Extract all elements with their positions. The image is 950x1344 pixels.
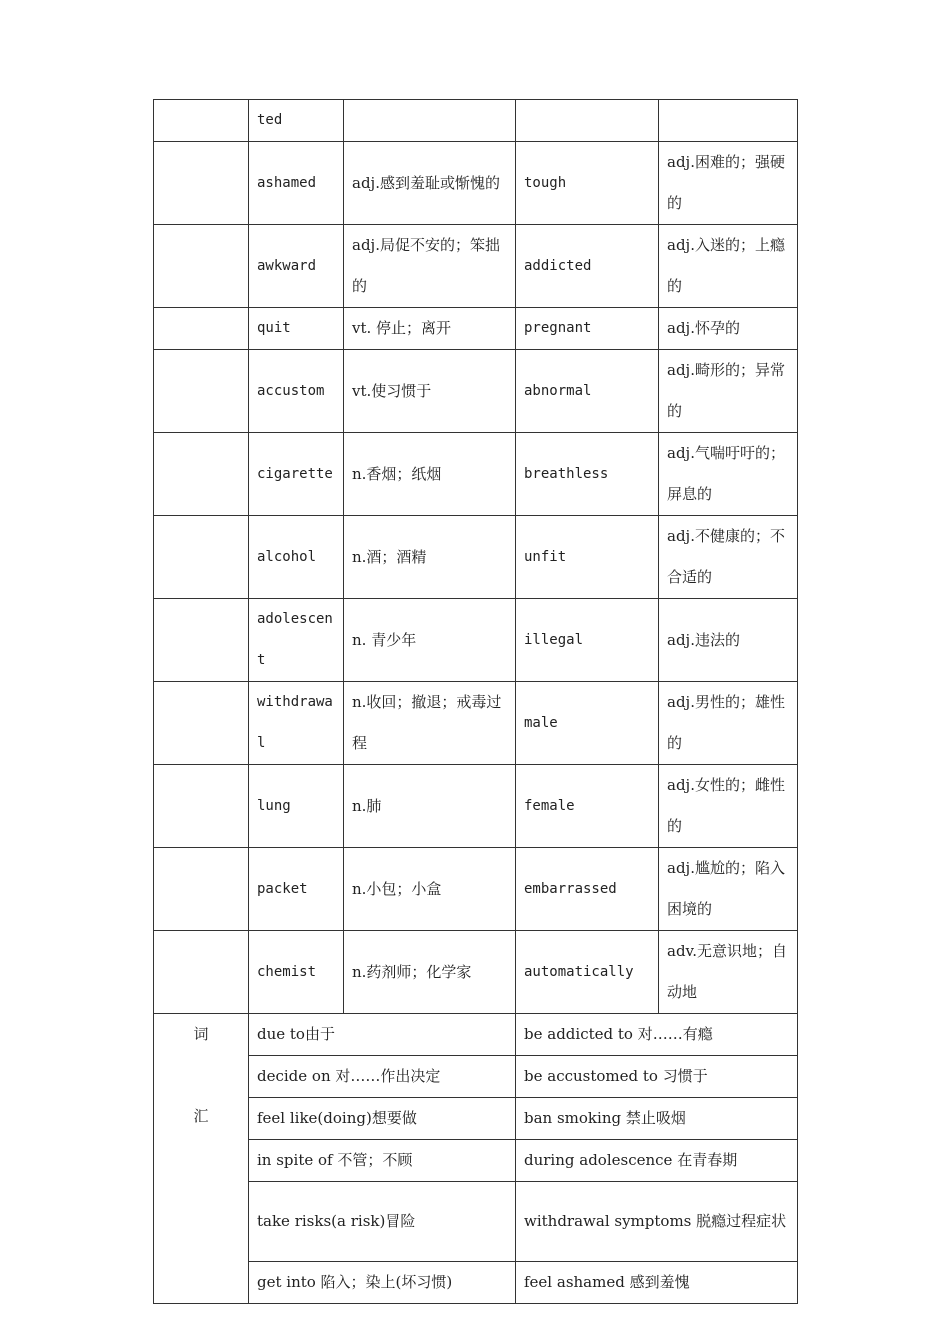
- phrase-row: [154, 1098, 798, 1140]
- word-cell: ashamed: [249, 142, 344, 225]
- meaning-cell: [344, 100, 516, 142]
- word-cell: embarrassed: [516, 848, 659, 931]
- phrase-cell: be accustomed to 习惯于: [516, 1056, 798, 1098]
- meaning-cell: adj.畸形的；异常的: [659, 350, 798, 433]
- table-row: [154, 350, 798, 433]
- category-cell: [154, 100, 249, 142]
- meaning-cell: n.酒；酒精: [344, 516, 516, 599]
- phrase-cell: be addicted to 对……有瘾: [516, 1014, 798, 1056]
- meaning-cell: n.收回；撤退；戒毒过程: [344, 682, 516, 765]
- category-cell: [154, 599, 249, 682]
- word-cell: breathless: [516, 433, 659, 516]
- meaning-cell: adj.局促不安的；笨拙的: [344, 225, 516, 308]
- meaning-cell: n.小包；小盒: [344, 848, 516, 931]
- phrase-cell: get into 陷入；染上(坏习惯): [249, 1262, 516, 1304]
- word-cell: quit: [249, 308, 344, 350]
- meaning-cell: vt.使习惯于: [344, 350, 516, 433]
- table-row: [154, 765, 798, 848]
- word-cell: withdrawal: [249, 682, 344, 765]
- phrase-row: [154, 1056, 798, 1098]
- phrase-row: [154, 1182, 798, 1262]
- word-cell: chemist: [249, 931, 344, 1014]
- phrase-cell: during adolescence 在青春期: [516, 1140, 798, 1182]
- meaning-cell: [659, 100, 798, 142]
- meaning-cell: n.香烟；纸烟: [344, 433, 516, 516]
- word-cell: adolescent: [249, 599, 344, 682]
- word-cell: packet: [249, 848, 344, 931]
- category-cell: [154, 765, 249, 848]
- table-row: [154, 100, 798, 142]
- meaning-cell: adj.入迷的；上瘾的: [659, 225, 798, 308]
- meaning-cell: adj.女性的；雌性的: [659, 765, 798, 848]
- meaning-cell: adj.气喘吁吁的；屏息的: [659, 433, 798, 516]
- meaning-cell: adv.无意识地；自动地: [659, 931, 798, 1014]
- word-cell: female: [516, 765, 659, 848]
- category-cell: [154, 433, 249, 516]
- meaning-cell: n. 青少年: [344, 599, 516, 682]
- meaning-cell: adj.违法的: [659, 599, 798, 682]
- word-cell: illegal: [516, 599, 659, 682]
- phrase-cell: feel like(doing)想要做: [249, 1098, 516, 1140]
- phrase-cell: take risks(a risk)冒险: [249, 1182, 516, 1262]
- category-cell: [154, 848, 249, 931]
- table-row: [154, 599, 798, 682]
- word-cell: [516, 100, 659, 142]
- phrase-row: [154, 1014, 798, 1056]
- table-row: [154, 682, 798, 765]
- meaning-cell: adj.男性的；雄性的: [659, 682, 798, 765]
- table-row: [154, 142, 798, 225]
- word-cell: male: [516, 682, 659, 765]
- meaning-cell: n.肺: [344, 765, 516, 848]
- word-cell: automatically: [516, 931, 659, 1014]
- word-cell: cigarette: [249, 433, 344, 516]
- word-cell: ted: [249, 100, 344, 142]
- meaning-cell: adj.感到羞耻或惭愧的: [344, 142, 516, 225]
- word-cell: pregnant: [516, 308, 659, 350]
- word-cell: unfit: [516, 516, 659, 599]
- phrase-cell: due to由于: [249, 1014, 516, 1056]
- word-cell: awkward: [249, 225, 344, 308]
- category-cell: [154, 931, 249, 1014]
- category-cell: [154, 516, 249, 599]
- category-cell: [154, 682, 249, 765]
- word-cell: addicted: [516, 225, 659, 308]
- phrase-row: [154, 1140, 798, 1182]
- table-row: [154, 308, 798, 350]
- word-cell: tough: [516, 142, 659, 225]
- category-cell: [154, 308, 249, 350]
- phrase-cell: withdrawal symptoms 脱瘾过程症状: [516, 1182, 798, 1262]
- table-row: [154, 516, 798, 599]
- word-cell: accustom: [249, 350, 344, 433]
- word-cell: alcohol: [249, 516, 344, 599]
- phrase-cell: feel ashamed 感到羞愧: [516, 1262, 798, 1304]
- category-cell: [154, 225, 249, 308]
- phrase-cell: ban smoking 禁止吸烟: [516, 1098, 798, 1140]
- phrase-cell: decide on 对……作出决定: [249, 1056, 516, 1098]
- table-row: [154, 225, 798, 308]
- table-row: [154, 931, 798, 1014]
- meaning-cell: vt. 停止；离开: [344, 308, 516, 350]
- phrase-row: [154, 1262, 798, 1304]
- vocabulary-table: [153, 99, 798, 1304]
- meaning-cell: adj.怀孕的: [659, 308, 798, 350]
- category-cell: [154, 350, 249, 433]
- category-cell: [154, 142, 249, 225]
- word-cell: abnormal: [516, 350, 659, 433]
- phrase-cell: in spite of 不管；不顾: [249, 1140, 516, 1182]
- table-row: [154, 848, 798, 931]
- meaning-cell: adj.困难的；强硬的: [659, 142, 798, 225]
- meaning-cell: n.药剂师；化学家: [344, 931, 516, 1014]
- meaning-cell: adj.尴尬的；陷入困境的: [659, 848, 798, 931]
- meaning-cell: adj.不健康的；不合适的: [659, 516, 798, 599]
- table-row: [154, 433, 798, 516]
- category-label: 词 汇: [154, 1014, 249, 1304]
- word-cell: lung: [249, 765, 344, 848]
